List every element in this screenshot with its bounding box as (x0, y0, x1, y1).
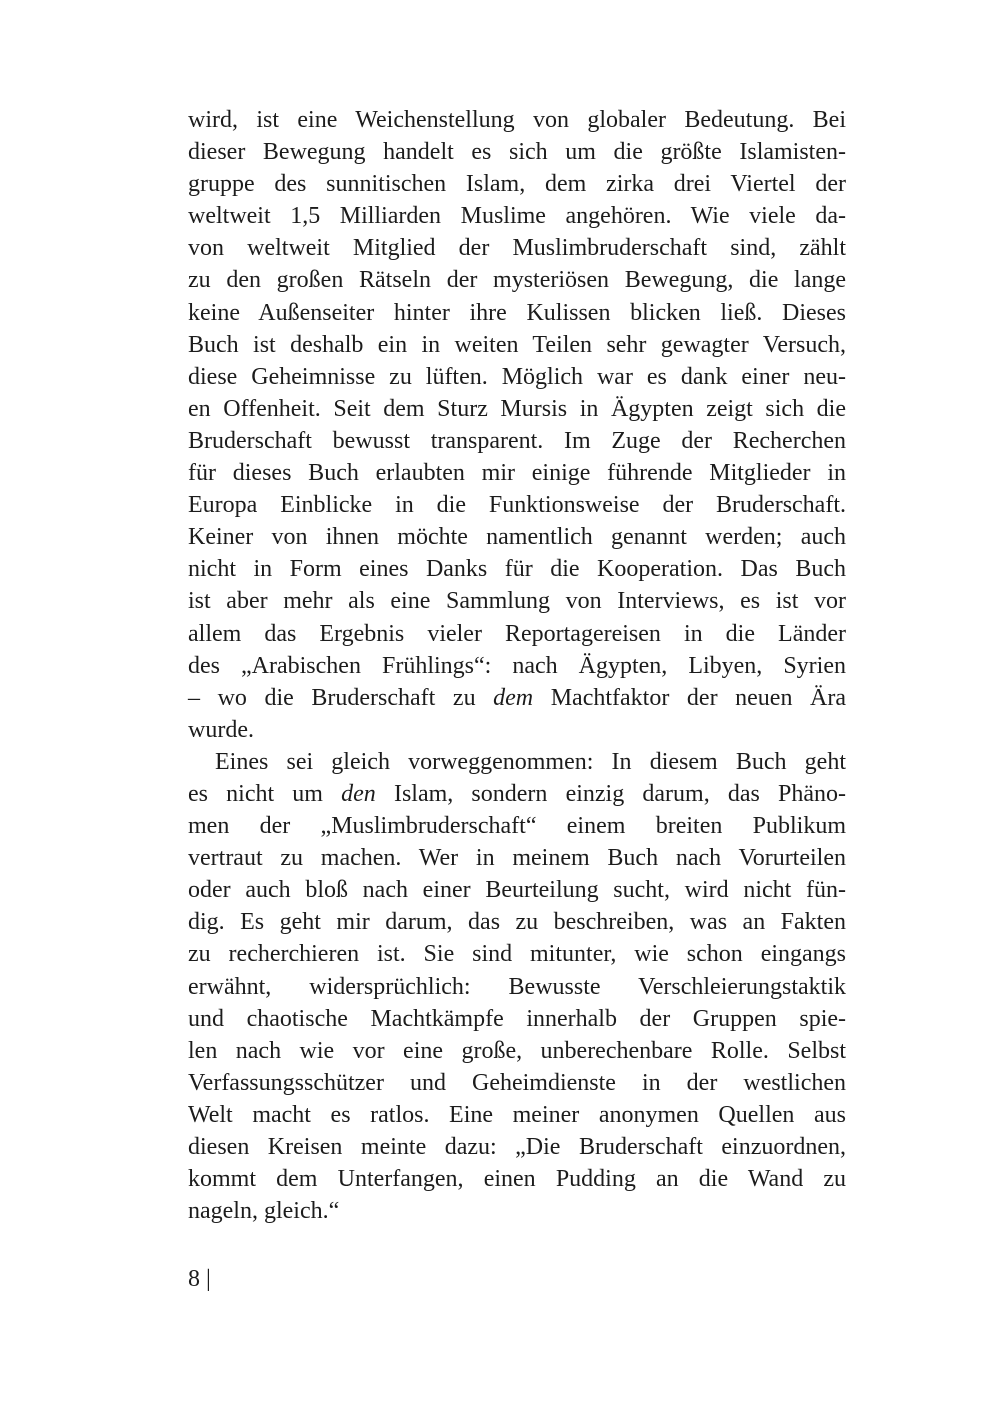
text-line: gruppe des sunnitischen Islam, dem zirka drei Viertel der (188, 171, 846, 198)
text-line: weltweit 1,5 Milliarden Muslime angehören. Wie viele da- (188, 203, 846, 230)
paragraph-1 (188, 104, 846, 746)
text-line: vertraut zu machen. Wer in meinem Buch nach Vorurteilen (188, 845, 846, 872)
text-line: Welt macht es ratlos. Eine meiner anonymen Quellen aus (188, 1101, 846, 1128)
text-segment: es nicht um (188, 780, 342, 807)
text-line: zu den großen Rätseln der mysteriösen Bewegung, die lange (188, 267, 846, 294)
paragraph-2 (188, 746, 846, 1227)
text-line: wurde. (188, 716, 254, 743)
emphasis-text: den (341, 780, 376, 807)
text-segment: – wo die Bruderschaft zu (188, 684, 494, 711)
text-line: ist aber mehr als eine Sammlung von Interviews, es ist vor (188, 588, 846, 615)
text-segment: Islam, sondern einzig darum, das Phäno- (375, 780, 846, 807)
text-line: des „Arabischen Frühlings“: nach Ägypten, Libyen, Syrien (188, 652, 846, 679)
text-line: kommt dem Unterfangen, einen Pudding an die Wand zu (188, 1166, 846, 1193)
text-line: Verfassungsschützer und Geheimdienste in der westlichen (188, 1069, 846, 1096)
text-line: zu recherchieren ist. Sie sind mitunter, wie schon eingangs (188, 941, 846, 968)
text-line: nicht in Form eines Danks für die Kooperation. Das Buch (188, 556, 846, 583)
text-line: erwähnt, widersprüchlich: Bewusste Verschleierungstaktik (188, 973, 846, 1000)
text-line: Bruderschaft bewusst transparent. Im Zuge der Recherchen (188, 427, 846, 454)
emphasis-text: dem (493, 684, 534, 711)
text-line: allem das Ergebnis vieler Reportagereisen in die Länder (188, 620, 846, 647)
text-line: diese Geheimnisse zu lüften. Möglich war es dank einer neu- (188, 363, 846, 390)
text-line: diesen Kreisen meinte dazu: „Die Bruderschaft einzuordnen, (188, 1134, 846, 1160)
text-line: keine Außenseiter hinter ihre Kulissen blicken ließ. Dieses (188, 299, 846, 326)
text-line: Eines sei gleich vorweggenommen: In diesem Buch geht (215, 748, 846, 775)
text-line: men der „Muslimbruderschaft“ einem breiten Publikum (188, 813, 846, 840)
text-line: für dieses Buch erlaubten mir einige führende Mitglieder in (188, 460, 846, 487)
text-line: wird, ist eine Weichenstellung von globaler Bedeutung. Bei (188, 107, 846, 133)
text-line: oder auch bloß nach einer Beurteilung sucht, wird nicht fün- (188, 877, 846, 904)
text-line: Europa Einblicke in die Funktionsweise der Bruderschaft. (188, 492, 846, 519)
text-line: von weltweit Mitglied der Muslimbruderschaft sind, zählt (188, 235, 846, 262)
text-line: Buch ist deshalb ein in weiten Teilen sehr gewagter Versuch, (188, 331, 846, 358)
text-line (188, 682, 846, 714)
text-line: en Offenheit. Seit dem Sturz Mursis in Ägypten zeigt sich die (188, 395, 846, 422)
text-segment: Machtfaktor der neuen Ära (533, 684, 846, 711)
page-number: 8 | (188, 1266, 211, 1292)
text-line (188, 778, 846, 810)
text-line: dieser Bewegung handelt es sich um die größte Islamisten- (188, 139, 846, 166)
text-line: len nach wie vor eine große, unberechenbare Rolle. Selbst (188, 1037, 846, 1064)
body-text (188, 104, 846, 1227)
text-line: Keiner von ihnen möchte namentlich genannt werden; auch (188, 524, 846, 551)
text-line: nageln, gleich.“ (188, 1198, 340, 1225)
text-line: dig. Es geht mir darum, das zu beschreiben, was an Fakten (188, 909, 846, 936)
text-line: und chaotische Machtkämpfe innerhalb der Gruppen spie- (188, 1005, 846, 1032)
